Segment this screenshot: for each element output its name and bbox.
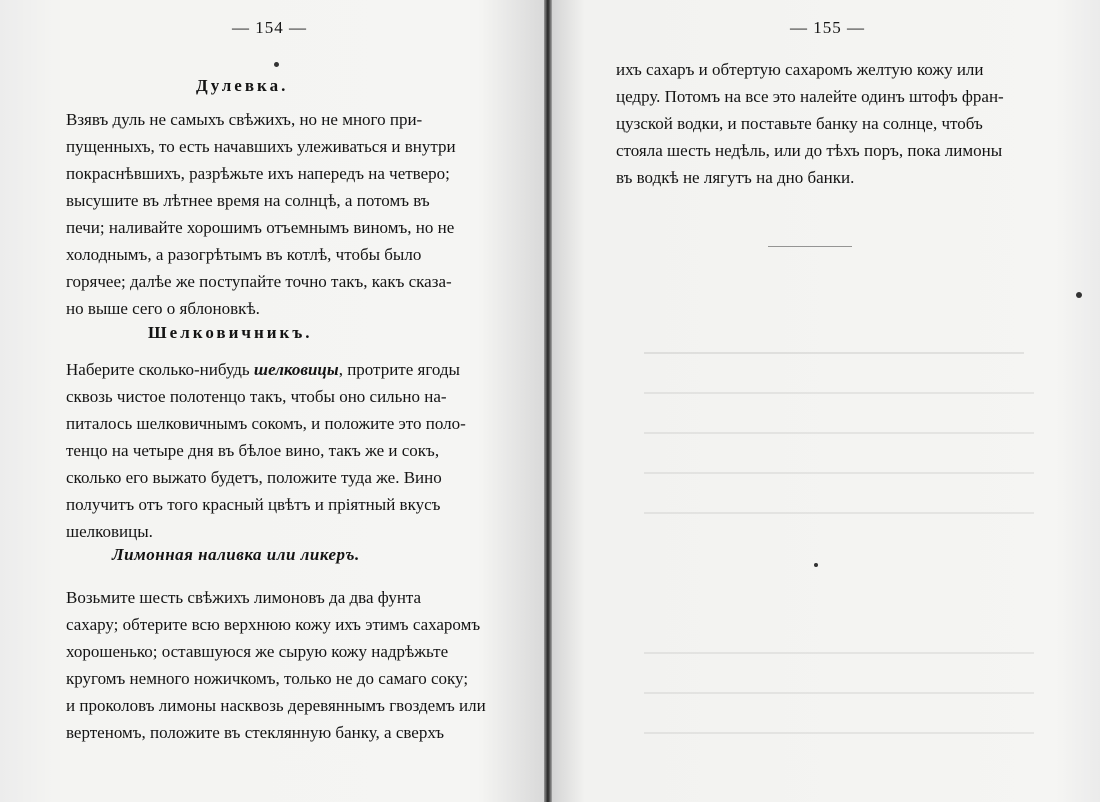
section-body-limonnaya (66, 584, 504, 746)
left-page (0, 0, 544, 802)
text-line: тенцо на четыре дня въ бѣлое вино, такъ же и сокъ, (66, 441, 440, 460)
section-title-shelkovichnik: Шелковичникъ. (148, 323, 313, 342)
bleed-through-shadow (644, 732, 1034, 734)
text-line: кругомъ немного ножичкомъ, только не до самаго соку; (66, 669, 469, 688)
text-line: получитъ отъ того красный цвѣтъ и пріятный вкусъ (66, 495, 441, 514)
text-line: Взявъ дуль не самыхъ свѣжихъ, но не много при- (66, 110, 423, 129)
page-number: — 154 — (232, 18, 307, 37)
text-line: шелковицы. (66, 522, 153, 541)
section-body-dulevka (66, 106, 498, 322)
book-gutter (544, 0, 552, 802)
bleed-through-shadow (644, 472, 1034, 474)
text-line: печи; наливайте хорошимъ отъемнымъ виномъ, но не (66, 218, 455, 237)
bleed-through-shadow (644, 432, 1034, 434)
text-line: высушите въ лѣтнее время на солнцѣ, а потомъ въ (66, 191, 430, 210)
text-line: сахару; обтерите всю верхнюю кожу ихъ этимъ сахаромъ (66, 615, 481, 634)
text-line: цедру. Потомъ на все это налейте одинъ штофъ фран- (616, 87, 1004, 106)
text-line: ихъ сахаръ и обтертую сахаромъ желтую кожу или (616, 60, 984, 79)
bleed-through-shadow (644, 652, 1034, 654)
section-title-dulevka: Дулевка. (196, 76, 289, 95)
text-line: цузской водки, и поставьте банку на солнце, чтобъ (616, 114, 983, 133)
text-line: сквозь чистое полотенцо такъ, чтобы оно сильно на- (66, 387, 447, 406)
text-line: холоднымъ, а разогрѣтымъ въ котлѣ, чтобы было (66, 245, 422, 264)
text-line: пущенныхъ, то есть начавшихъ улеживаться и внутри (66, 137, 456, 156)
bleed-through-shadow (644, 352, 1024, 354)
text-line: горячее; далѣе же поступайте точно такъ, какъ сказа- (66, 272, 452, 291)
text-line: Наберите сколько-нибудь шелковицы, протрите ягоды (66, 360, 460, 379)
section-title-limonnaya: Лимонная наливка или ликеръ. (112, 545, 360, 564)
italic-term: шелковицы (253, 360, 339, 379)
ink-speck (814, 563, 818, 567)
page-number: — 155 — (790, 18, 865, 37)
text-line: питалось шелковичнымъ сокомъ, и положите это поло- (66, 414, 466, 433)
bleed-through-shadow (644, 392, 1034, 394)
text-line: покраснѣвшихъ, разрѣжьте ихъ напередъ на четверо; (66, 164, 450, 183)
text-line: и проколовъ лимоны насквозь деревяннымъ гвоздемъ или (66, 696, 486, 715)
ink-speck (274, 62, 279, 67)
text-line: вертеномъ, положите въ стеклянную банку, а сверхъ (66, 723, 444, 742)
continued-text (616, 56, 1046, 191)
right-page (552, 0, 1100, 802)
ink-speck (1076, 292, 1082, 298)
text-line: хорошенько; оставшуюся же сырую кожу надрѣжьте (66, 642, 449, 661)
text-line: сколько его выжато будетъ, положите туда же. Вино (66, 468, 442, 487)
text-line: стояла шесть недѣль, или до тѣхъ поръ, пока лимоны (616, 141, 1003, 160)
bleed-through-rule (768, 246, 852, 247)
bleed-through-shadow (644, 692, 1034, 694)
text-line: но выше сего о яблоновкѣ. (66, 299, 260, 318)
text-line: въ водкѣ не лягутъ на дно банки. (616, 168, 855, 187)
text-line: Возьмите шесть свѣжихъ лимоновъ да два фунта (66, 588, 422, 607)
bleed-through-shadow (644, 512, 1034, 514)
section-body-shelkovichnik (66, 356, 498, 545)
